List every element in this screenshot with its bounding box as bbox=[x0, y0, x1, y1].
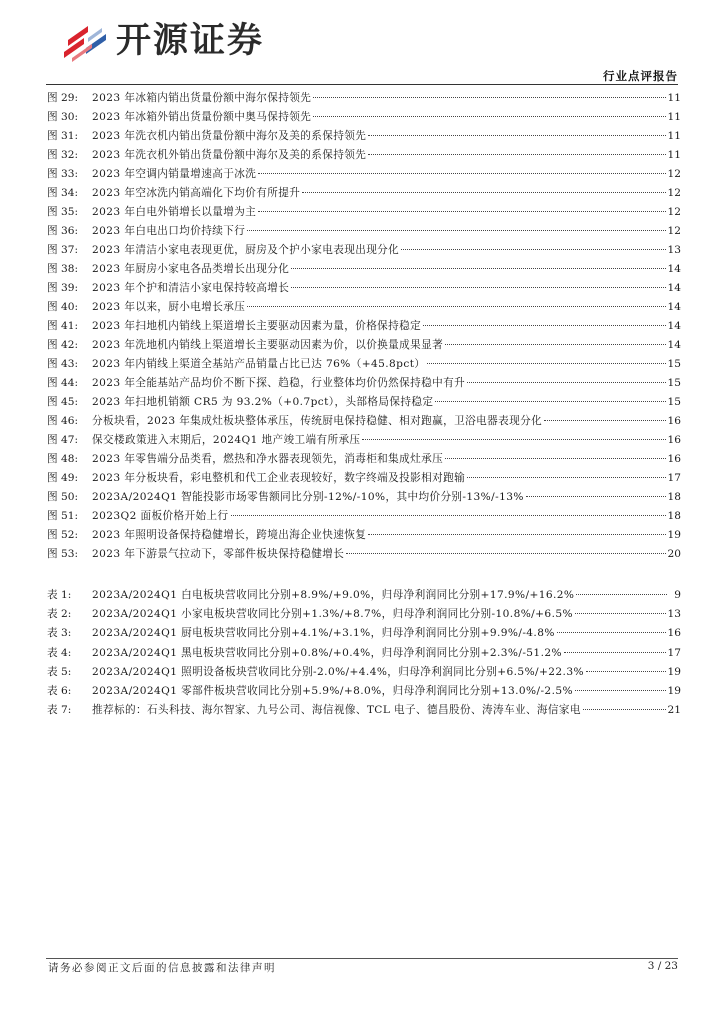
table-entry-page: 21 bbox=[667, 704, 681, 717]
figure-entry-label: 图 52: bbox=[47, 529, 79, 541]
table-entry[interactable] bbox=[47, 624, 681, 643]
figure-entry[interactable] bbox=[47, 336, 681, 355]
figure-entry[interactable] bbox=[47, 431, 681, 450]
figure-entry-label: 图 30: bbox=[47, 111, 79, 123]
figure-entry-title: 2023 年照明设备保持稳健增长，跨境出海企业快速恢复 bbox=[92, 529, 367, 541]
table-entry-title: 2023A/2024Q1 白电板块营收同比分别+8.9%/+9.0%，归母净利润同比分别+17.9%/+16.2% bbox=[92, 589, 575, 601]
figure-entry-page: 18 bbox=[667, 491, 681, 503]
figure-entry-label: 图 45: bbox=[47, 396, 79, 408]
dot-leader bbox=[258, 211, 665, 212]
figure-entry-label: 图 31: bbox=[47, 130, 79, 142]
figure-entry-title: 2023 年扫地机内销线上渠道增长主要驱动因素为量，价格保持稳定 bbox=[92, 320, 422, 332]
figure-entry[interactable] bbox=[47, 317, 681, 336]
figure-entry-title: 2023 年洗衣机内销出货量份额中海尔及美的系保持领先 bbox=[92, 130, 367, 142]
figure-entry[interactable] bbox=[47, 450, 681, 469]
figure-entry[interactable] bbox=[47, 279, 681, 298]
dot-leader bbox=[247, 230, 665, 231]
figure-entry-label: 图 53: bbox=[47, 548, 79, 560]
figure-entry-title: 2023 年扫地机销额 CR5 为 93.2%（+0.7pct），头部格局保持稳定 bbox=[92, 396, 434, 408]
dot-leader bbox=[231, 515, 666, 516]
kaiyuan-logo-icon bbox=[58, 18, 112, 64]
figure-entry-title: 2023 年个护和清洁小家电保持较高增长 bbox=[92, 282, 290, 294]
figure-entry-label: 图 44: bbox=[47, 377, 79, 389]
figure-entry[interactable] bbox=[47, 127, 681, 146]
figure-entry-label: 图 46: bbox=[47, 415, 79, 427]
figure-entry[interactable] bbox=[47, 412, 681, 431]
figure-entry-label: 图 40: bbox=[47, 301, 79, 313]
dot-leader bbox=[368, 154, 665, 155]
figure-entry[interactable] bbox=[47, 203, 681, 222]
table-entry-label: 表 3: bbox=[47, 627, 72, 640]
figure-entry[interactable] bbox=[47, 545, 681, 564]
figure-entry-title: 保交楼政策进入末期后，2024Q1 地产竣工端有所承压 bbox=[92, 434, 361, 446]
figure-entry-label: 图 43: bbox=[47, 358, 79, 370]
figure-entry-label: 图 50: bbox=[47, 491, 79, 503]
dot-leader bbox=[362, 439, 665, 440]
figure-entry[interactable] bbox=[47, 507, 681, 526]
figure-entry-title: 2023 年空冰洗内销高端化下均价有所提升 bbox=[92, 187, 301, 199]
dot-leader bbox=[302, 192, 665, 193]
figure-entry-page: 20 bbox=[667, 548, 681, 560]
figure-entry-label: 图 33: bbox=[47, 168, 79, 180]
figure-entry-label: 图 41: bbox=[47, 320, 79, 332]
table-entry-label: 表 2: bbox=[47, 608, 72, 621]
table-entry-page: 13 bbox=[667, 608, 681, 621]
table-entry-label: 表 4: bbox=[47, 646, 72, 659]
figure-entry-page: 15 bbox=[667, 358, 681, 370]
figure-entry-title: 2023 年分板块看，彩电整机和代工企业表现较好，数字终端及投影相对跑输 bbox=[92, 472, 466, 484]
figure-entry-page: 12 bbox=[667, 168, 681, 180]
dot-leader bbox=[467, 477, 665, 478]
dot-leader bbox=[291, 287, 665, 288]
figure-entry-page: 13 bbox=[667, 244, 681, 256]
figure-entry-label: 图 48: bbox=[47, 453, 79, 465]
figure-entry[interactable] bbox=[47, 393, 681, 412]
footer-disclaimer: 请务必参阅正文后面的信息披露和法律声明 bbox=[48, 962, 276, 974]
table-entry-page: 19 bbox=[667, 665, 681, 678]
dot-leader bbox=[401, 249, 665, 250]
table-entry[interactable] bbox=[47, 701, 681, 720]
figure-entry-title: 2023 年洗地机内销线上渠道增长主要驱动因素为价，以价换量成果显著 bbox=[92, 339, 444, 351]
dot-leader bbox=[247, 306, 665, 307]
figure-entry-label: 图 47: bbox=[47, 434, 79, 446]
dot-leader bbox=[445, 458, 665, 459]
dot-leader bbox=[575, 690, 666, 691]
figure-entry-page: 18 bbox=[667, 510, 681, 522]
dot-leader bbox=[586, 671, 666, 672]
figure-entry[interactable] bbox=[47, 146, 681, 165]
figure-entry-title: 2023 年白电出口均价持续下行 bbox=[92, 225, 246, 237]
table-entry[interactable] bbox=[47, 682, 681, 701]
dot-leader bbox=[544, 420, 665, 421]
footer-divider bbox=[46, 958, 678, 959]
figure-entry-page: 16 bbox=[667, 453, 681, 465]
figure-entry-label: 图 34: bbox=[47, 187, 79, 199]
table-entry-page: 19 bbox=[667, 684, 681, 697]
figure-entry-page: 16 bbox=[667, 434, 681, 446]
figure-entry[interactable] bbox=[47, 298, 681, 317]
figure-entry-page: 19 bbox=[667, 529, 681, 541]
figure-entry-label: 图 39: bbox=[47, 282, 79, 294]
figure-entry-label: 图 37: bbox=[47, 244, 79, 256]
figure-entry-title: 2023 年冰箱内销出货量份额中海尔保持领先 bbox=[92, 92, 312, 104]
dot-leader bbox=[445, 344, 665, 345]
figure-entry-label: 图 49: bbox=[47, 472, 79, 484]
dot-leader bbox=[526, 496, 666, 497]
table-list bbox=[47, 586, 681, 720]
dot-leader bbox=[576, 594, 667, 595]
dot-leader bbox=[427, 363, 665, 364]
figure-entry-title: 2023Q2 面板价格开始上行 bbox=[92, 510, 229, 522]
figure-entry-page: 11 bbox=[667, 92, 681, 104]
table-entry-page: 9 bbox=[674, 589, 681, 601]
figure-entry-page: 14 bbox=[667, 301, 681, 313]
dot-leader bbox=[575, 613, 666, 614]
figure-entry-title: 2023 年冰箱外销出货量份额中奥马保持领先 bbox=[92, 111, 312, 123]
figure-entry[interactable] bbox=[47, 89, 681, 108]
figure-entry-title: 2023 年白电外销增长以量增为主 bbox=[92, 206, 257, 218]
dot-leader bbox=[346, 553, 665, 554]
dot-leader bbox=[435, 401, 665, 402]
page-number: 3 / 23 bbox=[647, 960, 678, 972]
figure-entry-page: 16 bbox=[667, 415, 681, 427]
figure-entry-page: 12 bbox=[667, 206, 681, 218]
figure-entry[interactable] bbox=[47, 184, 681, 203]
dot-leader bbox=[368, 135, 665, 136]
figure-entry-page: 14 bbox=[667, 263, 681, 275]
table-entry-title: 2023A/2024Q1 厨电板块营收同比分别+4.1%/+3.1%，归母净利润同比分别+9.9%/-4.8% bbox=[92, 627, 555, 640]
figure-entry[interactable] bbox=[47, 165, 681, 184]
figure-entry-title: 2023 年清洁小家电表现更优，厨房及个护小家电表现出现分化 bbox=[92, 244, 400, 256]
figure-entry-page: 14 bbox=[667, 339, 681, 351]
table-entry-page: 16 bbox=[667, 627, 681, 640]
table-entry-title: 推荐标的：石头科技、海尔智家、九号公司、海信视像、TCL 电子、德昌股份、涛涛车业、海信家电 bbox=[92, 704, 581, 717]
figure-entry[interactable] bbox=[47, 241, 681, 260]
report-type-label: 行业点评报告 bbox=[603, 69, 678, 83]
figure-entry[interactable] bbox=[47, 355, 681, 374]
table-entry-label: 表 6: bbox=[47, 684, 72, 697]
company-logo bbox=[58, 18, 264, 64]
dot-leader bbox=[313, 116, 665, 117]
dot-leader bbox=[258, 173, 665, 174]
dot-leader bbox=[583, 709, 666, 710]
table-entry-title: 2023A/2024Q1 零部件板块营收同比分别+5.9%/+8.0%，归母净利润同比分别+13.0%/-2.5% bbox=[92, 684, 573, 697]
figure-list bbox=[47, 89, 681, 564]
figure-entry-title: 2023 年内销线上渠道全基站产品销量占比已达 76%（+45.8pct） bbox=[92, 358, 426, 370]
figure-entry[interactable] bbox=[47, 260, 681, 279]
figure-entry-page: 12 bbox=[667, 187, 681, 199]
figure-entry-page: 14 bbox=[667, 282, 681, 294]
figure-entry-title: 2023 年下游景气拉动下，零部件板块保持稳健增长 bbox=[92, 548, 345, 560]
figure-entry-label: 图 51: bbox=[47, 510, 79, 522]
figure-entry-title: 2023A/2024Q1 智能投影市场零售额同比分别-12%/-10%，其中均价分别-13%/-13% bbox=[92, 491, 524, 503]
dot-leader bbox=[313, 97, 665, 98]
figure-entry-page: 11 bbox=[667, 130, 681, 142]
dot-leader bbox=[557, 632, 666, 633]
figure-entry-page: 11 bbox=[667, 111, 681, 123]
figure-entry-label: 图 35: bbox=[47, 206, 79, 218]
figure-entry-page: 12 bbox=[667, 225, 681, 237]
figure-entry-label: 图 36: bbox=[47, 225, 79, 237]
figure-entry-title: 2023 年全能基站产品均价不断下探、趋稳，行业整体均价仍然保持稳中有升 bbox=[92, 377, 466, 389]
dot-leader bbox=[423, 325, 665, 326]
table-entry[interactable] bbox=[47, 663, 681, 682]
figure-entry-title: 2023 年以来，厨小电增长承压 bbox=[92, 301, 246, 313]
figure-entry-page: 17 bbox=[667, 472, 681, 484]
figure-entry-title: 分板块看，2023 年集成灶板块整体承压，传统厨电保持稳健、相对跑赢，卫浴电器表现分化 bbox=[92, 415, 543, 427]
figure-entry[interactable] bbox=[47, 108, 681, 127]
figure-entry-title: 2023 年洗衣机外销出货量份额中海尔及美的系保持领先 bbox=[92, 149, 367, 161]
table-entry[interactable] bbox=[47, 644, 681, 663]
table-entry-label: 表 5: bbox=[47, 665, 72, 678]
figure-entry-label: 图 38: bbox=[47, 263, 79, 275]
header-divider bbox=[46, 84, 678, 85]
dot-leader bbox=[291, 268, 665, 269]
table-entry-title: 2023A/2024Q1 黑电板块营收同比分别+0.8%/+0.4%，归母净利润同比分别+2.3%/-51.2% bbox=[92, 646, 562, 659]
table-entry-page: 17 bbox=[667, 646, 681, 659]
dot-leader bbox=[564, 652, 666, 653]
figure-entry-page: 14 bbox=[667, 320, 681, 332]
figure-entry-title: 2023 年零售端分品类看，燃热和净水器表现领先，消毒柜和集成灶承压 bbox=[92, 453, 444, 465]
table-entry-label: 表 7: bbox=[47, 704, 72, 717]
dot-leader bbox=[368, 534, 665, 535]
page-header bbox=[0, 0, 724, 90]
figure-entry-page: 15 bbox=[667, 396, 681, 408]
figure-entry[interactable] bbox=[47, 374, 681, 393]
logo-text: 开源证券 bbox=[116, 21, 265, 61]
figure-entry[interactable] bbox=[47, 222, 681, 241]
figure-entry-label: 图 32: bbox=[47, 149, 79, 161]
figure-entry[interactable] bbox=[47, 526, 681, 545]
figure-entry-page: 11 bbox=[667, 149, 681, 161]
table-entry[interactable] bbox=[47, 605, 681, 624]
table-entry-label: 表 1: bbox=[47, 589, 72, 601]
table-entry-title: 2023A/2024Q1 照明设备板块营收同比分别-2.0%/+4.4%，归母净利润同比分别+6.5%/+22.3% bbox=[92, 665, 584, 678]
table-entry[interactable] bbox=[47, 586, 681, 605]
figure-entry-title: 2023 年厨房小家电各品类增长出现分化 bbox=[92, 263, 290, 275]
table-entry-title: 2023A/2024Q1 小家电板块营收同比分别+1.3%/+8.7%，归母净利润同比分别-10.8%/+6.5% bbox=[92, 608, 573, 621]
figure-entry[interactable] bbox=[47, 469, 681, 488]
figure-entry-label: 图 42: bbox=[47, 339, 79, 351]
dot-leader bbox=[467, 382, 665, 383]
figure-entry[interactable] bbox=[47, 488, 681, 507]
figure-entry-title: 2023 年空调内销量增速高于冰洗 bbox=[92, 168, 257, 180]
figure-entry-page: 15 bbox=[667, 377, 681, 389]
figure-entry-label: 图 29: bbox=[47, 92, 79, 104]
